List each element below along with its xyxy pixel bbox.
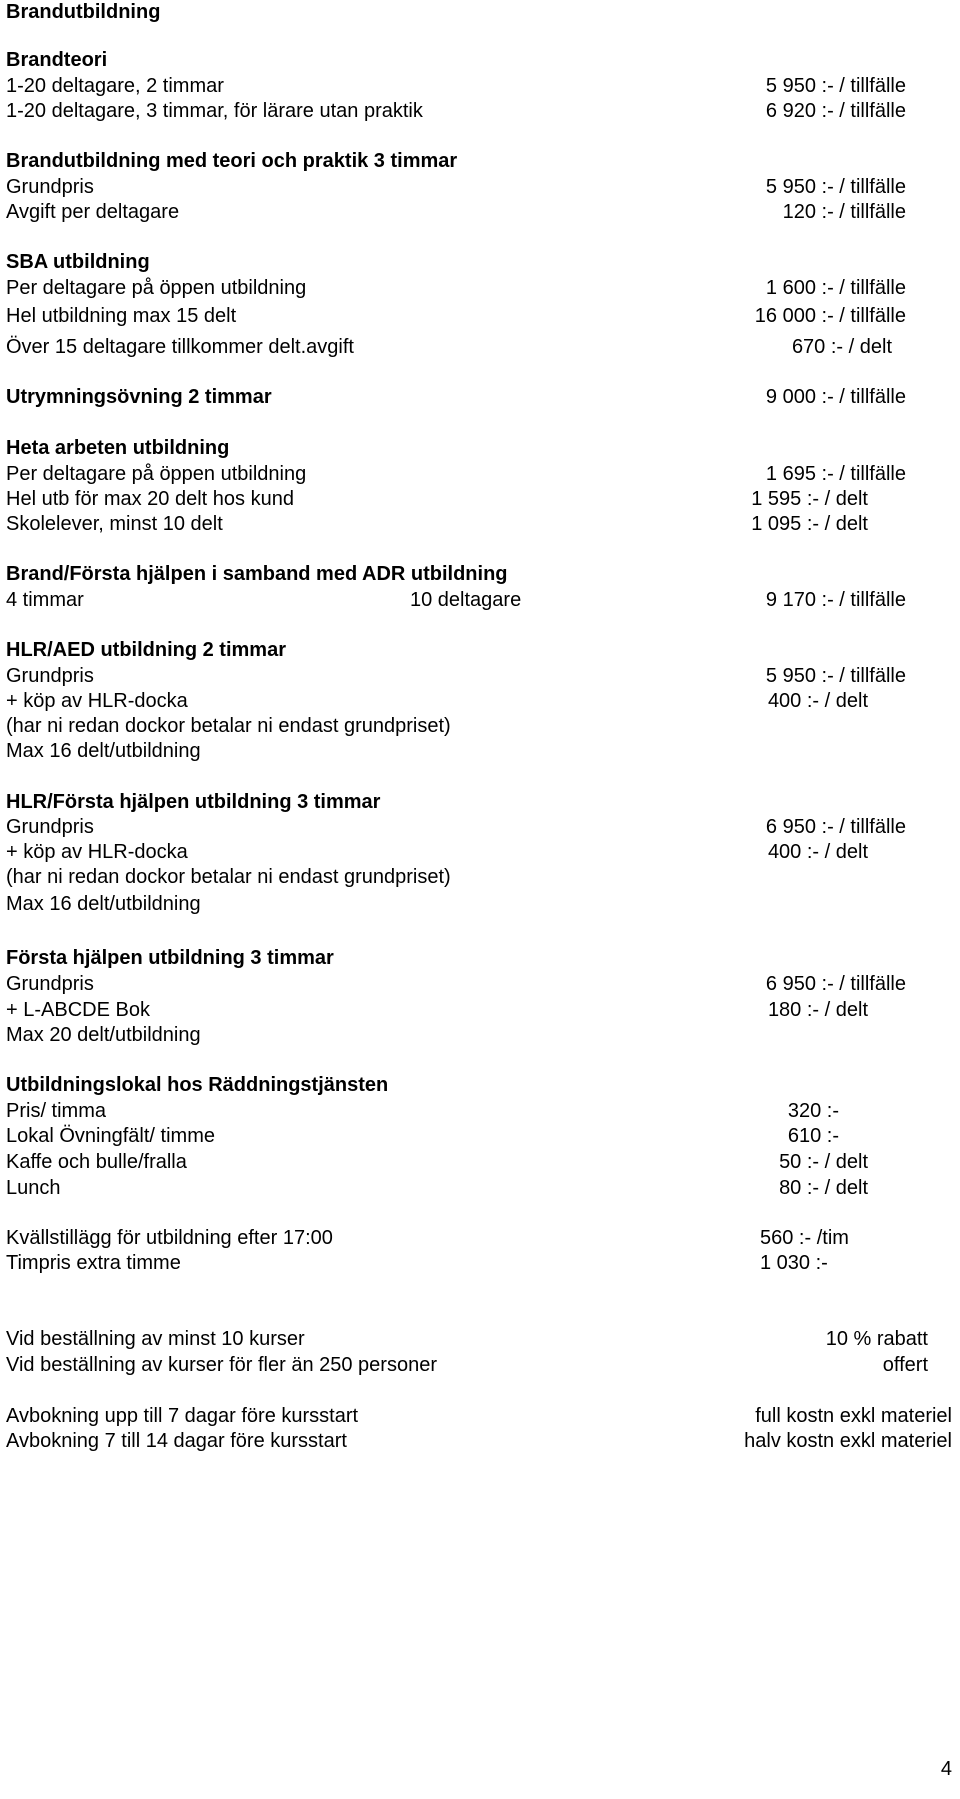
section-heading-brandteori: Brandteori [6,49,108,71]
row-participants: 10 deltagare [410,589,522,611]
row-note: Max 16 delt/utbildning [6,740,201,762]
row-label: Grundpris [6,973,94,995]
row-price: 120 :- / tillfälle [782,201,906,223]
row-price: 9 000 :- / tillfälle [765,386,906,408]
row-price: 5 950 :- / tillfälle [765,75,906,97]
section-heading-forsta-hjalpen: Första hjälpen utbildning 3 timmar [6,947,334,969]
row-price: 320 :- [787,1100,839,1122]
row-label: Kaffe och bulle/fralla [6,1151,187,1173]
row-label: 1-20 deltagare, 3 timmar, för lärare utan praktik [6,100,423,122]
row-price: full kostn exkl materiel [755,1405,952,1427]
row-price: 6 950 :- / tillfälle [765,973,906,995]
row-label: Avgift per deltagare [6,201,180,223]
row-label: Hel utbildning max 15 delt [6,305,237,327]
row-label: + köp av HLR-docka [6,841,188,863]
row-label: Pris/ timma [6,1100,106,1122]
row-label: Timpris extra timme [6,1252,181,1274]
row-price: 16 000 :- / tillfälle [754,305,906,327]
row-price: 610 :- [787,1125,839,1147]
row-price: 50 :- / delt [779,1151,868,1173]
row-note: (har ni redan dockor betalar ni endast grundpriset) [6,866,451,888]
row-price: 1 095 :- / delt [751,513,868,535]
section-heading-hlr-aed: HLR/AED utbildning 2 timmar [6,639,286,661]
section-heading-utrymningsovning: Utrymningsövning 2 timmar [6,386,272,408]
row-label: Grundpris [6,176,94,198]
row-label: 4 timmar [6,589,84,611]
row-label: Över 15 deltagare tillkommer delt.avgift [6,336,354,358]
row-price: 560 :- /tim [760,1227,849,1249]
row-price: 180 :- / delt [767,999,868,1021]
row-label: + köp av HLR-docka [6,690,188,712]
row-note: Max 16 delt/utbildning [6,893,201,915]
row-price: 10 % rabatt [825,1328,928,1350]
row-label: Avbokning upp till 7 dagar före kursstart [6,1405,359,1427]
row-label: 1-20 deltagare, 2 timmar [6,75,224,97]
row-label: Grundpris [6,816,94,838]
row-label: Per deltagare på öppen utbildning [6,463,307,485]
section-heading-heta-arbeten: Heta arbeten utbildning [6,437,230,459]
page-number: 4 [940,1758,952,1780]
row-label: Skolelever, minst 10 delt [6,513,223,535]
row-price: 670 :- / delt [791,336,892,358]
row-price: 400 :- / delt [767,690,868,712]
row-price: 6 950 :- / tillfälle [765,816,906,838]
row-price: 9 170 :- / tillfälle [765,589,906,611]
row-label: Grundpris [6,665,94,687]
row-label: Per deltagare på öppen utbildning [6,277,307,299]
page-title: Brandutbildning [6,1,161,23]
row-price: 5 950 :- / tillfälle [765,176,906,198]
row-label: Lokal Övningfält/ timme [6,1125,215,1147]
row-label: Avbokning 7 till 14 dagar före kursstart [6,1430,347,1452]
row-price: 1 030 :- [760,1252,828,1274]
section-heading-teori-praktik: Brandutbildning med teori och praktik 3 timmar [6,150,458,172]
row-note: (har ni redan dockor betalar ni endast grundpriset) [6,715,451,737]
row-price: 400 :- / delt [767,841,868,863]
row-label: Vid beställning av minst 10 kurser [6,1328,305,1350]
section-heading-sba: SBA utbildning [6,251,150,273]
row-price: 6 920 :- / tillfälle [765,100,906,122]
row-label: Lunch [6,1177,61,1199]
row-label: Hel utb för max 20 delt hos kund [6,488,294,510]
row-price: 80 :- / delt [779,1177,868,1199]
row-price: 1 695 :- / tillfälle [765,463,906,485]
row-label: Vid beställning av kurser för fler än 250 personer [6,1354,437,1376]
row-price: 5 950 :- / tillfälle [765,665,906,687]
row-price: halv kostn exkl materiel [744,1430,952,1452]
row-price: 1 600 :- / tillfälle [765,277,906,299]
row-price: offert [882,1354,928,1376]
row-note: Max 20 delt/utbildning [6,1024,201,1046]
section-heading-hlr-forsta-hjalpen: HLR/Första hjälpen utbildning 3 timmar [6,791,381,813]
row-label: + L-ABCDE Bok [6,999,150,1021]
row-price: 1 595 :- / delt [751,488,868,510]
row-label: Kvällstillägg för utbildning efter 17:00 [6,1227,333,1249]
section-heading-adr: Brand/Första hjälpen i samband med ADR utbildning [6,563,508,585]
section-heading-utbildningslokal: Utbildningslokal hos Räddningstjänsten [6,1074,389,1096]
